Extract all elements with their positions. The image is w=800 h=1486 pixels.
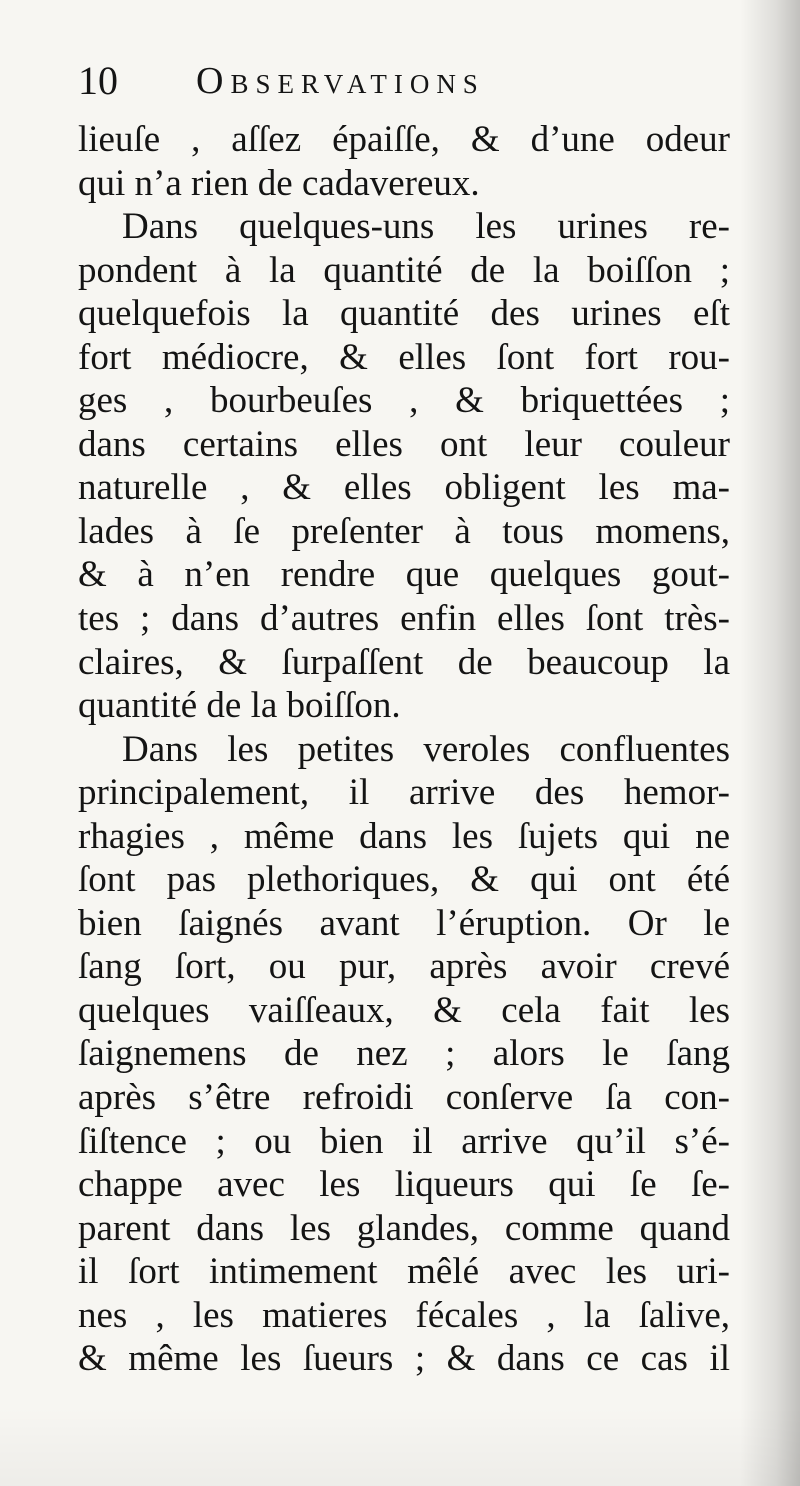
page-bottom-shading — [0, 1406, 800, 1486]
paragraph-first-line: Dans quelques-uns les urines re- — [122, 206, 730, 248]
text-line: après s’être refroidi conſerve ſa con- — [78, 1077, 730, 1119]
running-title: Observations — [196, 60, 485, 102]
page-gutter-shadow — [740, 0, 800, 1486]
text-line: lades à ſe preſenter à tous momens, — [78, 510, 730, 552]
text-line: quelques vaiſſeaux, & cela fait les — [78, 989, 730, 1031]
body-text — [78, 118, 730, 1381]
text-line: ges , bourbeuſes , & briquettées ; — [78, 380, 730, 422]
text-line: ſiſtence ; ou bien il arrive qu’il s’é- — [78, 1120, 730, 1162]
text-line: naturelle , & elles obligent les ma- — [78, 467, 730, 509]
text-line: claires, & ſurpaſſent de beaucoup la — [78, 641, 730, 683]
text-line: parent dans les glandes, comme quand — [78, 1207, 730, 1249]
paragraph-first-line: Dans les petites veroles confluentes — [122, 728, 730, 770]
text-line: & même les ſueurs ; & dans ce cas il — [78, 1338, 730, 1380]
text-line: rhagies , même dans les ſujets qui ne — [78, 815, 730, 857]
text-line: nes , les matieres fécales , la ſalive, — [78, 1294, 730, 1336]
text-line: ſont pas plethoriques, & qui ont été — [78, 859, 730, 901]
running-head — [78, 56, 718, 106]
text-line: quelquefois la quantité des urines eſt — [78, 293, 730, 335]
text-line: pondent à la quantité de la boiſſon ; — [78, 249, 730, 291]
text-line: chappe avec les liqueurs qui ſe ſe- — [78, 1164, 730, 1206]
text-line: il ſort intimement mêlé avec les uri- — [78, 1251, 730, 1293]
text-line: principalement, il arrive des hemor- — [78, 772, 730, 814]
text-line: lieuſe , aſſez épaiſſe, & d’une odeur — [78, 119, 730, 160]
text-line: tes ; dans d’autres enfin elles ſont très- — [78, 598, 730, 640]
text-line: quantité de la boiſſon. — [78, 685, 401, 727]
text-line: ſang ſort, ou pur, après avoir crevé — [78, 946, 730, 988]
text-line: qui n’a rien de cadavereux. — [78, 162, 480, 204]
text-line: ſaignemens de nez ; alors le ſang — [78, 1033, 730, 1075]
text-line: dans certains elles ont leur couleur — [78, 423, 730, 465]
text-line: bien ſaignés avant l’éruption. Or le — [78, 902, 730, 944]
text-line: & à n’en rendre que quelques gout- — [78, 554, 730, 596]
page-number: 10 — [78, 58, 118, 103]
text-line: fort médiocre, & elles ſont fort rou- — [78, 336, 730, 378]
